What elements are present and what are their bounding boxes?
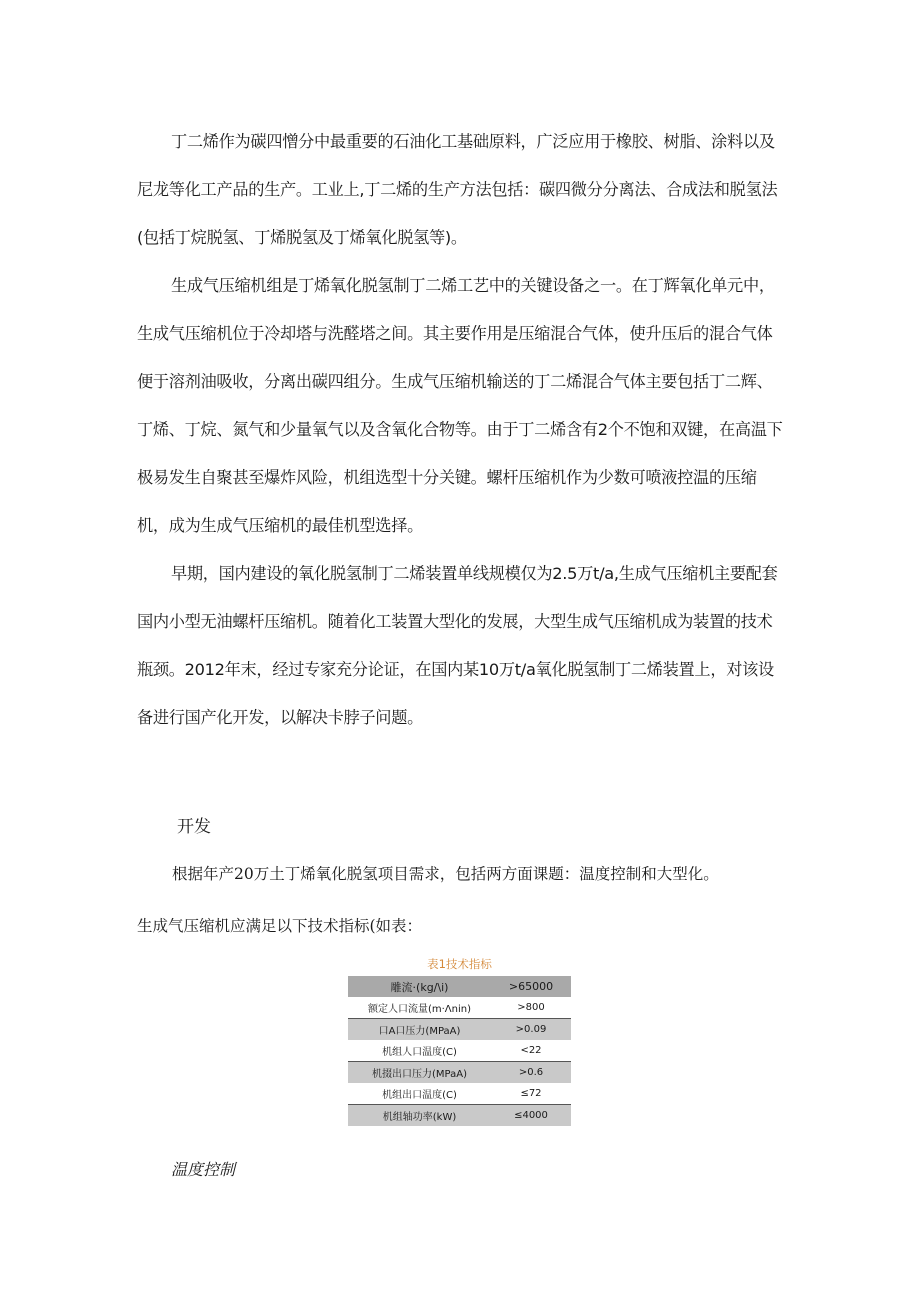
table-cell-label: 机组出口温度(C) [348, 1083, 491, 1105]
paragraph-compressor-role: 生成气压缩机组是丁烯氧化脱氢制丁二烯工艺中的关键设备之一。在丁辉氧化单元中，生成气压缩机位于冷却塔与洗醛塔之间。其主要作用是压缩混合气体，使升压后的混合气体便于溶剂油吸收，分离出碳四组分。生成气压缩机输送的丁二烯混合气体主要包括丁二辉、丁烯、丁烷、氮气和少量氧气以及含氧化合物等。由于丁二烯含有2个不饱和双键，在高温下极易发生自聚甚至爆炸风险，机组选型十分关键。螺杆压缩机作为少数可喷液控温的压缩机，成为生成气压缩机的最佳机型选择。 [137, 276, 783, 535]
table-row [348, 1062, 571, 1084]
section-heading-development: 开发 [177, 817, 211, 837]
table-cell-value: ≤4000 [491, 1105, 571, 1127]
table-cell-label: 雕流·(kg∕\i) [348, 976, 491, 997]
table-row [348, 997, 571, 1019]
subheading-temperature-control: 温度控制 [171, 1160, 236, 1179]
table-cell-label: 机掇出口压力(MPaA) [348, 1062, 491, 1084]
spec-table-block [348, 956, 571, 1126]
table-cell-value: <22 [491, 1040, 571, 1062]
table-cell-value: >800 [491, 997, 571, 1019]
table-row [348, 1105, 571, 1127]
table-cell-label: 口A口压力(MPaA) [348, 1019, 491, 1041]
table-row [348, 976, 571, 997]
paragraph-intro: 丁二烯作为碳四憎分中最重要的石油化工基础原料，广泛应用于橡胶、树脂、涂料以及尼龙等化工产品的生产。工业上,丁二烯的生产方法包括：碳四微分分离法、合成法和脱氢法(包括丁烷脱氢、丁烯脱氢及丁烯氧化脱氢等)。 [137, 132, 778, 247]
table-cell-value: >65000 [491, 976, 571, 997]
paragraph-spec-intro: 生成气压缩机应满足以下技术指标(如表： [137, 917, 423, 935]
table-cell-label: 机组人口温度(C) [348, 1040, 491, 1062]
table-caption: 表1技术指标 [427, 957, 492, 971]
table-row [348, 1019, 571, 1041]
paragraph-requirements: 根据年产20万土丁烯氧化脱氢项目需求，包括两方面课题：温度控制和大型化。 [172, 865, 719, 883]
table-row [348, 1040, 571, 1062]
table-cell-label: 额定人口流量(m·Λnin) [348, 997, 491, 1019]
table-cell-label: 机组轴功率(kW) [348, 1105, 491, 1127]
table-cell-value: >0.09 [491, 1019, 571, 1041]
spec-table [348, 976, 571, 1126]
table-cell-value: >0.6 [491, 1062, 571, 1084]
table-row [348, 1083, 571, 1105]
paragraph-history: 早期，国内建设的氧化脱氢制丁二烯装置单线规模仅为2.5万t/a,生成气压缩机主要配套国内小型无油螺杆压缩机。随着化工装置大型化的发展，大型生成气压缩机成为装置的技术瓶颈。2012年末，经过专家充分论证，在国内某10万t/a氧化脱氢制丁二烯装置上，对该设备进行国产化开发，以解决卡脖子问题。 [137, 564, 778, 727]
table-cell-value: ≤72 [491, 1083, 571, 1105]
